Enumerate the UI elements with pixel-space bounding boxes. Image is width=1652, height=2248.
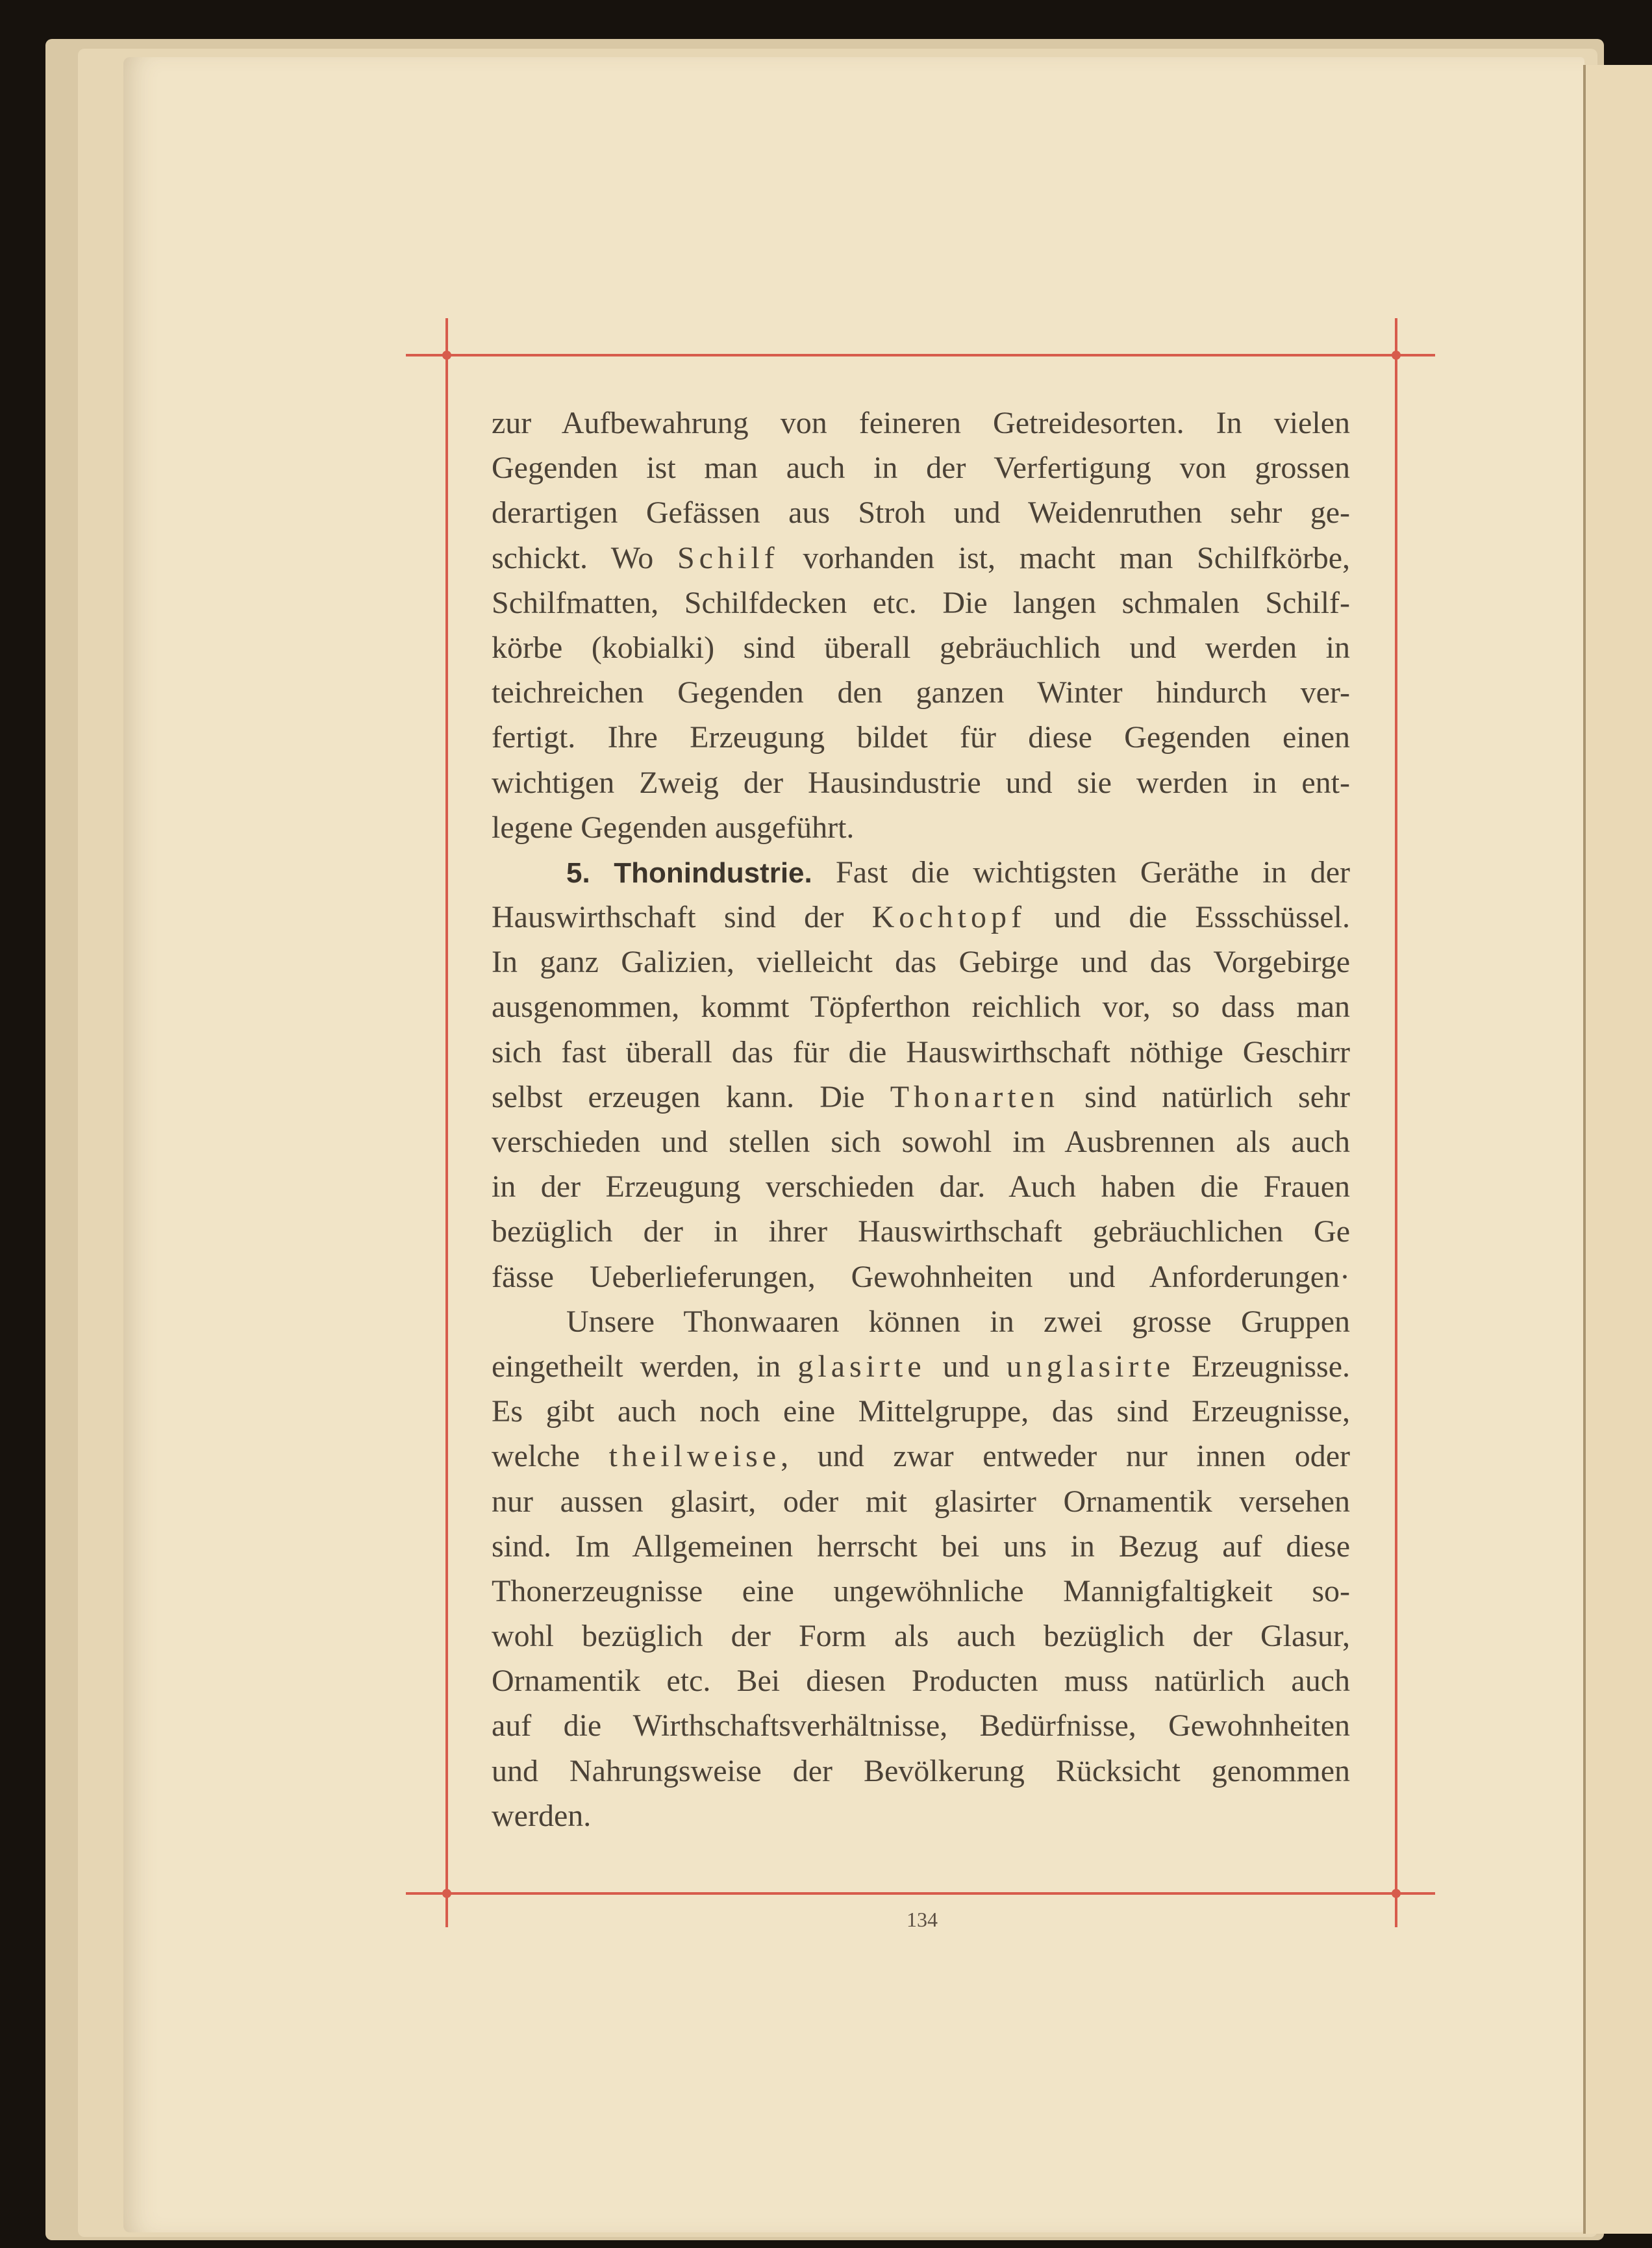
text-line: nur aussen glasirt, oder mit glasirter Ornamentik versehen (492, 1484, 1350, 1519)
text-line: Es gibt auch noch eine Mittelgruppe, das sind Erzeugnisse, (492, 1394, 1350, 1429)
frame-tick-top-left-up (445, 318, 448, 354)
spaced-emphasis: unglasirte (1006, 1349, 1175, 1384)
frame-tick-top-right (1397, 354, 1435, 356)
text-line: Unsere Thonwaaren können in zwei grosse Gruppen (566, 1304, 1350, 1339)
frame-tick-top-right-up (1395, 318, 1397, 354)
text-line: sich fast überall das für die Hauswirthschaft nöthige Geschirr (492, 1034, 1350, 1069)
frame-tick-bottom-right (1397, 1892, 1435, 1895)
text-line: körbe (kobialki) sind überall gebräuchlich und werden in (492, 630, 1350, 665)
spaced-emphasis: Kochtopf (871, 900, 1026, 935)
spaced-emphasis: theilweise (608, 1439, 781, 1474)
text-line: bezüglich der in ihrer Hauswirthschaft gebräuchlichen Ge (492, 1214, 1350, 1249)
text-line: 5. Thonindustrie. Fast die wichtigsten Geräthe in der (566, 855, 1350, 890)
text-line: Gegenden ist man auch in der Verfertigung von grossen (492, 451, 1350, 486)
frame-tick-bottom-left-down (445, 1895, 448, 1927)
frame-corner-ornament (1392, 1889, 1401, 1898)
frame-corner-ornament (442, 351, 451, 360)
text-line: legene Gegenden ausgeführt. (492, 810, 855, 845)
frame-tick-bottom-right-down (1395, 1895, 1397, 1927)
spaced-emphasis: glasirte (797, 1349, 926, 1384)
spaced-emphasis: Schilf (677, 540, 779, 575)
text-line: Hauswirthschaft sind der Kochtopf und die Essschüssel. (492, 900, 1350, 935)
frame-corner-ornament (442, 1889, 451, 1898)
text-line: selbst erzeugen kann. Die Thonarten sind natürlich sehr (492, 1079, 1350, 1114)
text-line: ausgenommen, kommt Töpferthon reichlich vor, so dass man (492, 990, 1350, 1025)
text-line: fässe Ueberlieferungen, Gewohnheiten und Anforderungen· (492, 1259, 1350, 1294)
page-number: 134 (907, 1908, 938, 1931)
text-line: Ornamentik etc. Bei diesen Producten muss natürlich auch (492, 1664, 1350, 1699)
text-line: verschieden und stellen sich sowohl im Ausbrennen als auch (492, 1125, 1350, 1159)
facing-page-edge (1583, 65, 1652, 2234)
text-line: zur Aufbewahrung von feineren Getreidesorten. In vielen (492, 406, 1350, 440)
text-line: derartigen Gefässen aus Stroh und Weidenruthen sehr ge- (492, 495, 1350, 531)
text-line: Thonerzeugnisse eine ungewöhnliche Mannigfaltigkeit so- (492, 1573, 1350, 1608)
text-line: eingetheilt werden, in glasirte und unglasirte Erzeugnisse. (492, 1349, 1350, 1384)
body-text (492, 401, 1350, 1838)
text-line: wichtigen Zweig der Hausindustrie und sie werden in ent- (492, 765, 1350, 800)
spaced-emphasis: Thonarten (890, 1079, 1059, 1114)
frame-tick-top-left (406, 354, 445, 356)
text-line: und Nahrungsweise der Bevölkerung Rücksicht genommen (492, 1753, 1350, 1788)
frame-corner-ornament (1392, 351, 1401, 360)
text-line: fertigt. Ihre Erzeugung bildet für diese Gegenden einen (492, 720, 1350, 755)
text-line: welche theilweise, und zwar entweder nur innen oder (492, 1439, 1350, 1474)
frame-tick-bottom-left (406, 1892, 445, 1895)
text-line: sind. Im Allgemeinen herrscht bei uns in Bezug auf diese (492, 1529, 1350, 1564)
text-line: In ganz Galizien, vielleicht das Gebirge und das Vorgebirge (492, 945, 1350, 980)
text-line: Schilfmatten, Schilfdecken etc. Die langen schmalen Schilf- (492, 585, 1350, 620)
text-line: auf die Wirthschaftsverhältnisse, Bedürfnisse, Gewohnheiten (492, 1708, 1350, 1743)
section-heading: 5. Thonindustrie. (566, 856, 812, 889)
text-line: wohl bezüglich der Form als auch bezüglich der Glasur, (492, 1619, 1350, 1654)
text-line: teichreichen Gegenden den ganzen Winter hindurch ver- (492, 675, 1350, 710)
text-line: werden. (492, 1798, 592, 1833)
text-line: in der Erzeugung verschieden dar. Auch haben die Frauen (492, 1169, 1350, 1205)
text-line: schickt. Wo Schilf vorhanden ist, macht man Schilfkörbe, (492, 540, 1351, 575)
